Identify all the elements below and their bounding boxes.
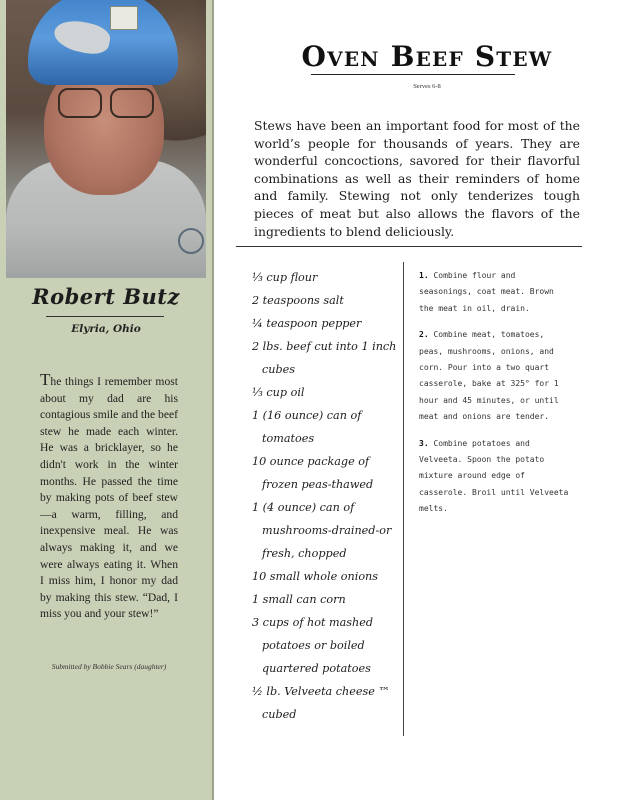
ingredient-item: 2 lbs. beef cut into 1 inch cubes <box>252 340 397 376</box>
ingredient-item: 2 teaspoons salt <box>252 294 344 307</box>
ingredients-list <box>252 266 398 726</box>
shirt-logo <box>178 228 204 254</box>
serves-label: Serves 6-8 <box>413 83 441 90</box>
memory-text: he things I remember most about my dad are his contagious smile and the beef stew he made each winter. He was a bricklayer, so he didn't work in the winter months. He passed the time by making pots of beef stew—a warm, filling, and inexpensive meal. He was always making it, and we were always eating it. When I miss him, I honor my dad by making this stew. “Dad, I miss you and your stew!” <box>40 375 178 621</box>
contributor-name: Robert Butz <box>32 284 180 309</box>
direction-step <box>419 436 569 518</box>
ingredient-item: ¼ teaspoon pepper <box>252 317 362 330</box>
ingredient-item: 10 small whole onions <box>252 570 378 583</box>
photo-glasses <box>58 88 158 116</box>
contributor-location: Elyria, Ohio <box>71 323 141 335</box>
step-text: Combine flour and seasonings, coat meat. Brown the meat in oil, drain. <box>419 271 554 313</box>
directions <box>419 268 569 528</box>
step-text: Combine meat, tomatoes, peas, mushrooms, onions, and corn. Pour into a two quart casserole, bake at 325° for 1 hour and 45 minutes, or until meat and onions are tender. <box>419 330 559 422</box>
drop-letter: T <box>40 370 51 389</box>
ingredient-item: 10 ounce package of frozen peas-thawed <box>252 455 374 491</box>
direction-step <box>419 268 569 317</box>
column-divider <box>403 262 404 736</box>
ingredient-item: 1 small can corn <box>252 593 346 606</box>
ingredient-item: ⅓ cup flour <box>252 271 318 284</box>
ingredient-item: ⅓ cup oil <box>252 386 305 399</box>
intro-paragraph: Stews have been an important food for most of the world’s people for thousands of years. They are wonderful concoctions, savored for their flavorful combinations as well as their reminders of home and family. Stewing not only tenderizes tough pieces of meat but also allows the flavors of the ingredients to blend deliciously. <box>254 118 580 239</box>
cap-badge <box>110 6 138 30</box>
ingredient-item: 3 cups of hot mashed potatoes or boiled quartered potatoes <box>252 616 374 675</box>
direction-step <box>419 327 569 425</box>
step-text: Combine potatoes and Velveeta. Spoon the potato mixture around edge of casserole. Broil until Velveeta melts. <box>419 438 569 514</box>
name-divider <box>46 316 164 317</box>
memory-paragraph <box>40 372 178 623</box>
section-divider <box>236 246 582 247</box>
portrait-photo <box>6 0 206 278</box>
ingredient-item: 1 (16 ounce) can of tomatoes <box>252 409 362 445</box>
step-number: 3. <box>419 438 429 448</box>
ingredient-item: 1 (4 ounce) can of mushrooms-drained-or fresh, chopped <box>252 501 392 560</box>
ingredient-item: ½ lb. Velveeta cheese ™ cubed <box>252 685 390 721</box>
title-underline <box>311 74 515 75</box>
step-number: 2. <box>419 330 429 340</box>
sidebar <box>0 0 214 800</box>
step-number: 1. <box>419 271 429 280</box>
recipe-title: Oven Beef Stew <box>301 40 553 73</box>
submitted-by: Submitted by Bobbie Sears (daughter) <box>51 662 167 671</box>
